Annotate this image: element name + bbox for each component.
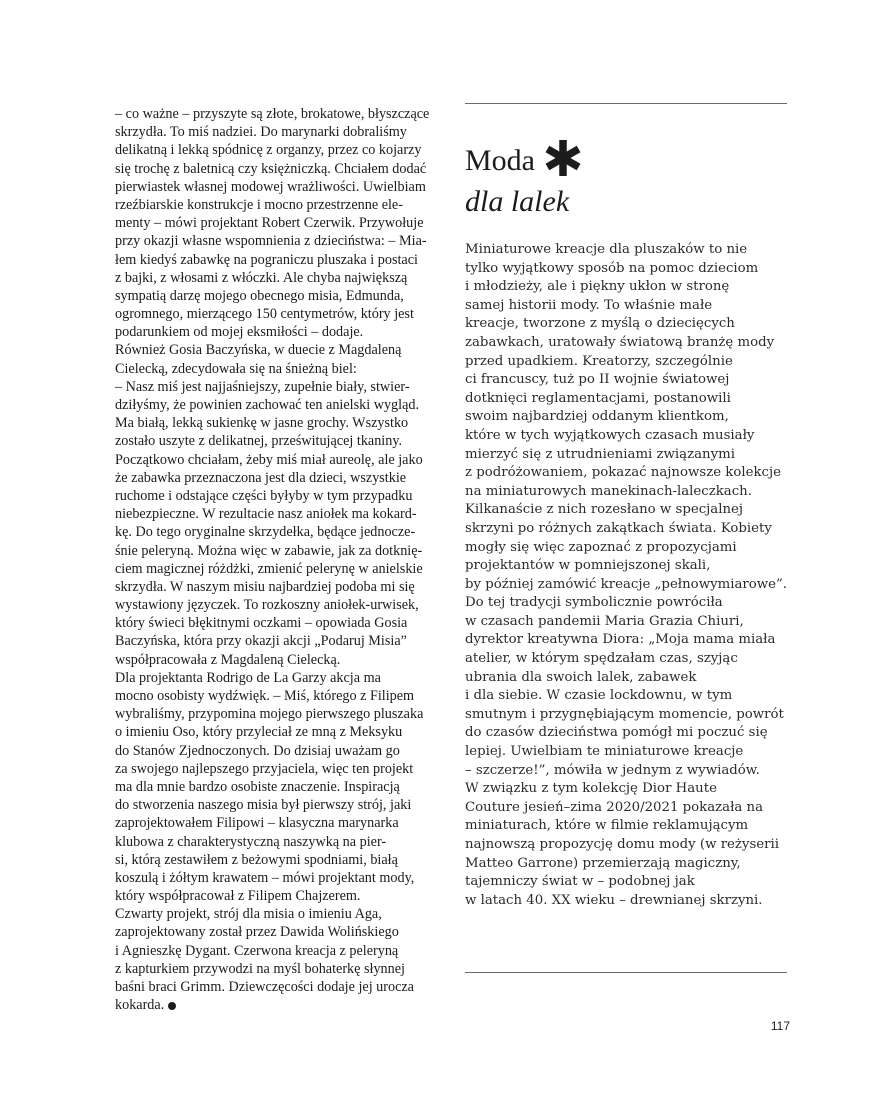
text-line-content: przed upadkiem. Kreatorzy, szczególnie [465,353,733,369]
text-line [465,390,795,409]
text-line [115,596,440,614]
text-line-content: wystawiony języczek. To rozkoszny aniołek-urwisek, [115,597,419,614]
text-line [115,469,440,487]
text-line-content: w czasach pandemii Maria Grazia Chiuri, [465,613,744,629]
text-line-content: kę. Do tego oryginalne skrzydełka, będące jednocze- [115,524,416,541]
text-line-content: zaprojektowany został przez Dawida Wolińskiego [115,924,399,941]
text-line [115,578,440,596]
text-line [115,178,440,196]
text-line-content: tylko wyjątkowy sposób na pomoc dzieciom [465,260,759,276]
text-line [465,762,795,781]
text-line-content: mogły się więc zapoznać z propozycjami [465,539,737,555]
text-line-content: Miniaturowe kreacje dla pluszaków to nie [465,242,748,257]
text-line [115,232,440,250]
text-line [115,432,440,450]
sidebar-text-column [465,241,795,910]
text-line [465,557,795,576]
text-line-content: za swojego najlepszego przyjaciela, więc ten projekt [115,760,414,777]
text-line [115,305,440,323]
text-line [115,160,440,178]
text-line-content: lepiej. Uwielbiam te miniaturowe kreacje [465,744,744,760]
text-line [115,760,440,778]
text-line [465,539,795,558]
text-line-content: o imieniu Oso, który przyleciał ze mną z Meksyku [115,724,403,741]
text-line-content: Również Gosia Baczyńska, w duecie z Magdaleną [115,342,402,359]
text-line-content: łem kiedyś zabawkę na pograniczu pluszaka i postaci [115,251,418,268]
text-line [465,520,795,539]
text-line [115,196,440,214]
text-line-content: sympatią darzę mojego obecnego misia, Edmunda, [115,287,404,304]
text-line [465,743,795,762]
text-line-content: si, którą zestawiłem z beżowymi spodniami, białą [115,851,398,868]
text-line [465,408,795,427]
text-line [115,851,440,869]
page-number: 117 [770,1019,790,1033]
text-line-content: się trochę z baletnicą czy księżniczką. Chciałem dodać [115,160,427,177]
text-line [465,446,795,465]
text-line [115,414,440,432]
text-line [115,923,440,941]
text-line-content: który współpracował z Filipem Chajzerem. [115,888,361,905]
text-line [115,396,440,414]
text-line-content: ruchome i odstające części byłyby w tym przypadku [115,487,413,504]
text-line-content: najnowszą propozycję domu mody (w reżyserii [465,837,779,852]
sidebar-title-line1-wrap [465,144,787,185]
text-line [465,427,795,446]
end-of-article-icon [168,1002,176,1010]
text-line [115,269,440,287]
text-line-content: zostało uszyte z delikatnej, prześwitującej tkaniny. [115,433,403,450]
text-line [115,705,440,723]
sidebar-title-word: Moda [465,144,535,177]
text-line [465,315,795,334]
text-line-content: delikatną i lekką spódnicę z organzy, przez co kojarzy [115,142,422,159]
text-line [115,796,440,814]
text-line-content: – Nasz miś jest najjaśniejszy, zupełnie biały, stwier- [115,378,410,395]
text-line-content: rzeźbiarskie konstrukcje i mocno przestrzenne ele- [115,196,403,213]
text-line [115,341,440,359]
text-line-content: z podróżowaniem, pokazać najnowsze kolekcje [465,465,781,481]
text-line-content: które w tych wyjątkowych czasach musiały [465,427,755,443]
text-line-content: mierzyć się z utrudnieniami związanymi [465,446,735,462]
text-line [465,817,795,836]
text-line-content: pierwiastek własnej modowej wrażliwości. Uwielbiam [115,178,426,195]
text-line-content: do czasów dzieciństwa pomógł mi poczuć się [465,725,768,741]
text-line-content: samej historii mody. To właśnie małe [465,297,713,313]
text-line-content: do Stanów Zjednoczonych. Do dzisiaj uważam go [115,742,400,759]
text-line-content: przy okazji własne wspomnienia z dzieciństwa: – Mia- [115,233,427,250]
asterisk-icon [543,138,583,185]
text-line-content: baśni braci Grimm. Dziewczęcości dodaje jej urocza [115,979,414,995]
text-line-content: Początkowo chciałam, żeby miś miał aureolę, ale jako [115,451,423,468]
text-line [465,724,795,743]
text-line-content: współpracowała z Magdaleną Cielecką. [115,651,341,668]
text-line-content: dziłyśmy, że powinien zachować ten anielski wygląd. [115,397,420,413]
text-line [115,669,440,687]
sidebar-title [465,144,787,218]
text-line-content: mocno osobisty wydźwięk. – Miś, którego z Filipem [115,688,415,704]
text-line [465,483,795,502]
text-line-content: projektantów w pomniejszonej skali, [465,558,711,574]
text-line [115,560,440,578]
text-line-content: ma dla mnie bardzo osobiste znaczenie. Inspiracją [115,778,400,795]
text-line-content: ogromnego, mierzącego 150 centymetrów, który jest [115,306,414,323]
text-line-content: i Agnieszkę Dygant. Czerwona kreacja z peleryną [115,942,399,959]
sidebar-title-subtitle: dla lalek [465,185,570,218]
text-line [115,105,440,123]
text-line-content: skrzyni po różnych zakątkach świata. Kobiety [465,520,772,536]
text-line-content: Baczyńska, która przy okazji akcji „Podaruj Misia” [115,633,407,650]
text-line [465,594,795,613]
text-line [115,451,440,469]
text-line-content: podarunkiem od mojej eksmiłości – dodaje. [115,324,364,341]
text-line [465,334,795,353]
text-line-content: klubowa z charakterystyczną naszywką na pier- [115,833,387,850]
text-line-content: koszulą i żółtym krawatem – mówi projektant mody, [115,869,415,886]
text-line-content: śnie peleryną. Można więc w zabawie, jak za dotknię- [115,542,423,559]
text-line-content: swoim najbardziej oddanym klientkom, [465,409,729,425]
main-article-column [115,105,440,1014]
text-line-content: – co ważne – przyszyte są złote, brokatowe, błyszczące [115,106,430,122]
text-line-content: do stworzenia naszego misia był pierwszy strój, jaki [115,797,412,814]
text-line-content: Dla projektanta Rodrigo de La Garzy akcja ma [115,669,381,686]
text-line-content: – szczerze!”, mówiła w jednym z wywiadów. [465,762,760,778]
text-line-content: dyrektor kreatywna Diora: „Moja mama miała [465,632,776,648]
text-line-content: skrzydła. To miś nadziei. Do marynarki dobraliśmy [115,124,407,141]
text-line [115,487,440,505]
text-line [465,576,795,595]
text-line-content: niebezpieczne. W rezultacie nasz aniołek ma kokard- [115,506,417,523]
text-line [115,742,440,760]
text-line [115,833,440,851]
text-line [115,687,440,705]
text-line [115,614,440,632]
text-line-content: Ma białą, lekką sukienkę w jasne grochy. Wszystko [115,415,409,432]
text-line [115,887,440,905]
text-line-content: skrzydła. W naszym misiu najbardziej podoba mi się [115,578,415,595]
text-line-content: Czwarty projekt, strój dla misia o imieniu Aga, [115,906,382,923]
text-line-content: i młodzieży, ale i piękny ukłon w stronę [465,279,730,295]
text-line-content: atelier, w którym spędzałam czas, szyjąc [465,651,738,667]
text-line [115,251,440,269]
text-line-content: Cielecką, zdecydowała się na śnieżną biel: [115,360,357,377]
text-line-content: dotknięci reglamentacjami, postanowili [465,390,731,406]
text-line-content: Do tej tradycji symbolicznie powróciła [465,595,723,611]
text-line-content: z kapturkiem przywodzi na myśl bohaterkę słynnej [115,960,405,977]
text-line-content: miniaturach, które w filmie reklamującym [465,818,749,834]
text-line-content: kreacje, tworzone z myślą o dziecięcych [465,316,735,332]
text-line-content: Kilkanaście z nich rozesłano w specjalnej [465,502,744,518]
text-line-content: Matteo Garrone) przemierzają magiczny, [465,855,741,871]
text-line [465,669,795,688]
text-line [465,650,795,669]
text-line-content: że zabawka przeznaczona jest dla dzieci, wszystkie [115,469,407,486]
text-line-content: zaprojektowałem Filipowi – klasyczna marynarka [115,815,399,832]
text-line-content: W związku z tym kolekcję Dior Haute [465,781,717,797]
text-line [115,542,440,560]
text-line [465,855,795,874]
text-line [115,778,440,796]
text-line-content: na miniaturowych manekinach-laleczkach. [465,483,752,499]
text-line [465,278,795,297]
text-line-content: by później zamówić kreacje „pełnowymiarowe”. [465,576,788,592]
text-line-content: wybraliśmy, przypomina mojego pierwszego pluszaka [115,706,424,723]
text-line [115,505,440,523]
text-line-content: menty – mówi projektant Robert Czerwik. Przywołuje [115,215,424,232]
text-line [115,723,440,741]
text-line [115,360,440,378]
text-line [115,632,440,650]
text-line-content: ubrania dla swoich lalek, zabawek [465,669,697,685]
text-line [465,501,795,520]
text-line [115,214,440,232]
text-line-content: zabawkach, uratowały światową branżę mody [465,334,775,350]
text-line [465,371,795,390]
text-line [465,799,795,818]
text-line [115,960,440,978]
text-line-content: tajemniczy świat w – podobnej jak [465,874,695,890]
text-line [115,141,440,159]
text-line [115,523,440,541]
text-line [465,241,795,260]
text-line [115,905,440,923]
text-line [115,942,440,960]
text-line [465,631,795,650]
text-line [115,978,440,996]
text-line [115,287,440,305]
text-line [115,651,440,669]
text-line-content: Couture jesień–zima 2020/2021 pokazała na [465,799,764,815]
sidebar-bottom-rule [465,972,787,973]
text-line [465,687,795,706]
text-line [115,869,440,887]
sidebar-top-rule [465,103,787,104]
text-line-content: ci francuscy, tuż po II wojnie światowej [465,372,730,388]
text-line [115,814,440,832]
text-line [465,353,795,372]
text-line [465,260,795,279]
text-line-content: i dla siebie. W czasie lockdownu, w tym [465,688,733,704]
text-line [465,464,795,483]
text-line [465,297,795,316]
text-line [465,873,795,892]
text-line [115,996,440,1014]
text-line-content: kokarda. [115,997,165,1014]
text-line-content: smutnym i przygnębiającym momencie, powrót [465,706,784,722]
text-line [115,378,440,396]
text-line [465,892,795,911]
text-line [465,613,795,632]
text-line [465,836,795,855]
text-line-content: ciem magicznej różdżki, zmienić pelerynę w anielskie [115,560,423,577]
text-line-content: z bajki, z włosami z włóczki. Ale chyba największą [115,269,408,286]
text-line [115,123,440,141]
text-line [465,780,795,799]
text-line [115,323,440,341]
text-line [465,706,795,725]
text-line-content: który świeci błękitnymi oczkami – opowiada Gosia [115,615,408,632]
text-line-content: w latach 40. XX wieku – drewnianej skrzyni. [465,892,763,908]
